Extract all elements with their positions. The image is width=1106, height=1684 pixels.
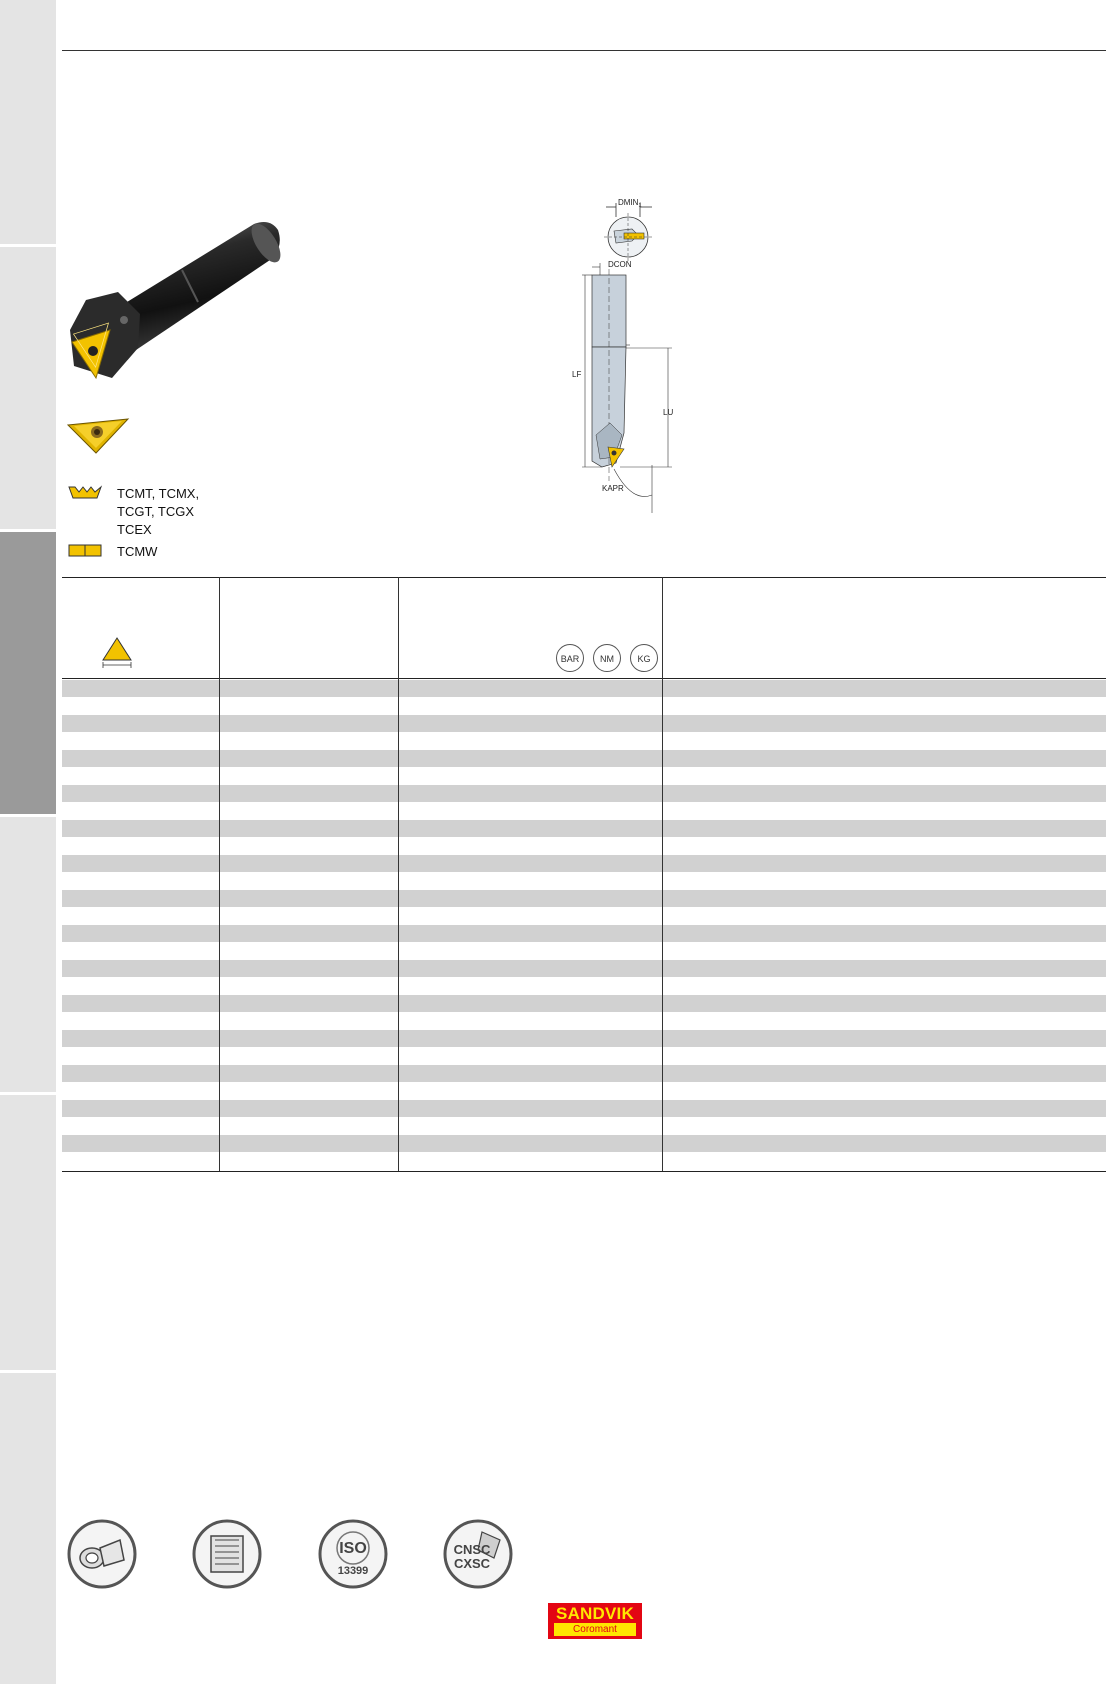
product-table: [62, 577, 1106, 1171]
column-divider-1: [219, 577, 220, 1171]
side-tab-4[interactable]: [0, 817, 56, 1092]
top-rule: [62, 50, 1106, 51]
svg-text:CXSC: CXSC: [453, 1556, 491, 1571]
label-kapr: KAPR: [602, 484, 624, 493]
svg-text:ISO: ISO: [339, 1540, 367, 1557]
capto-coupling-icon: [66, 1518, 138, 1590]
badge-bar: BAR: [556, 644, 584, 672]
sandvik-coromant-logo: [548, 1603, 642, 1639]
logo-brand: SANDVIK: [556, 1604, 634, 1623]
side-tab-6[interactable]: [0, 1373, 56, 1684]
wiper-insert-profile-icon: [68, 544, 102, 558]
dimension-drawing: [572, 195, 690, 545]
side-tab-3-active[interactable]: [0, 532, 56, 814]
column-divider-2: [398, 577, 399, 1171]
label-lf: LF: [572, 370, 582, 379]
insert-label-3: TCEX: [117, 522, 152, 537]
triangle-insert-icon: [100, 636, 134, 668]
iso-13399-icon: [317, 1518, 389, 1590]
svg-text:CNSC: CNSC: [453, 1542, 491, 1557]
table-bottom-rule: [62, 1171, 1106, 1172]
insert-label-2: TCGT, TCGX: [117, 504, 195, 519]
side-tab-2[interactable]: [0, 247, 56, 529]
insert-photo: [66, 415, 130, 455]
cnsc-cxsc-icon: [442, 1518, 514, 1590]
badge-kg: KG: [630, 644, 658, 672]
positive-insert-profile-icon: [68, 486, 102, 500]
insert-label-4: TCMW: [117, 544, 158, 559]
column-divider-3: [662, 577, 663, 1171]
insert-label-1: TCMT, TCMX,: [117, 486, 200, 501]
side-tab-1[interactable]: [0, 0, 56, 244]
label-dcon: DCON: [608, 260, 632, 269]
label-dmin: $DMIN_1$: [618, 198, 642, 209]
svg-text:13399: 13399: [337, 1565, 369, 1577]
boring-bar-photo: [66, 218, 282, 388]
logo-sub: Coromant: [554, 1623, 636, 1636]
badge-nm: NM: [593, 644, 621, 672]
side-tab-5[interactable]: [0, 1095, 56, 1370]
collet-icon: [191, 1518, 263, 1590]
label-lu: LU: [663, 408, 674, 417]
